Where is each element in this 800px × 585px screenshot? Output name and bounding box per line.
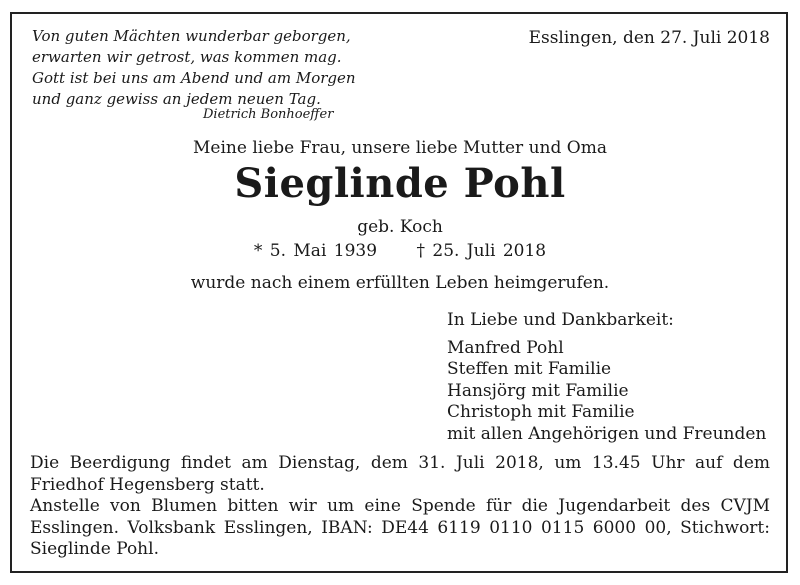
death-date: † 25. Juli 2018 [416,241,547,261]
donation-notice: Anstelle von Blumen bitten wir um eine Spende für die Jugendarbeit des CVJM Esslingen. Volksbank Esslingen, IBAN: DE44 6119 0110 0115 6000 00, Stichwort: Sieglinde Pohl. [30,496,770,559]
quote-line-4: und ganz gewiss an jedem neuen Tag. [32,90,321,108]
birth-name: geb. Koch [357,217,443,237]
mourner-5: mit allen Angehörigen und Freunden [447,423,767,444]
quote-line-1: Von guten Mächten wunderbar geborgen, [32,27,351,45]
life-dates [0,241,800,261]
called-home-line: wurde nach einem erfüllten Leben heimgerufen. [190,273,610,293]
funeral-notice: Die Beerdigung findet am Dienstag, dem 31. Juli 2018, um 13.45 Uhr auf dem Friedhof Hegensberg statt. [30,453,770,495]
notice-text [30,453,770,561]
quote-line-2: erwarten wir getrost, was kommen mag. [32,48,342,66]
mourner-4: Christoph mit Familie [447,402,635,422]
mourner-3: Hansjörg mit Familie [447,380,629,401]
mourners-block [447,310,766,445]
place-date: Esslingen, den 27. Juli 2018 [528,28,770,48]
quote-author: Dietrich Bonhoeffer [203,107,334,122]
birth-date: * 5. Mai 1939 [253,241,378,261]
mourners-heading: In Liebe und Dankbarkeit: [447,310,674,330]
deceased-name: Sieglinde Pohl [234,160,566,207]
intro-line: Meine liebe Frau, unsere liebe Mutter und Oma [193,138,607,158]
mourner-1: Manfred Pohl [447,337,564,358]
bonhoeffer-quote [32,26,356,110]
quote-line-3: Gott ist bei uns am Abend und am Morgen [32,69,356,87]
mourner-2: Steffen mit Familie [447,359,612,379]
